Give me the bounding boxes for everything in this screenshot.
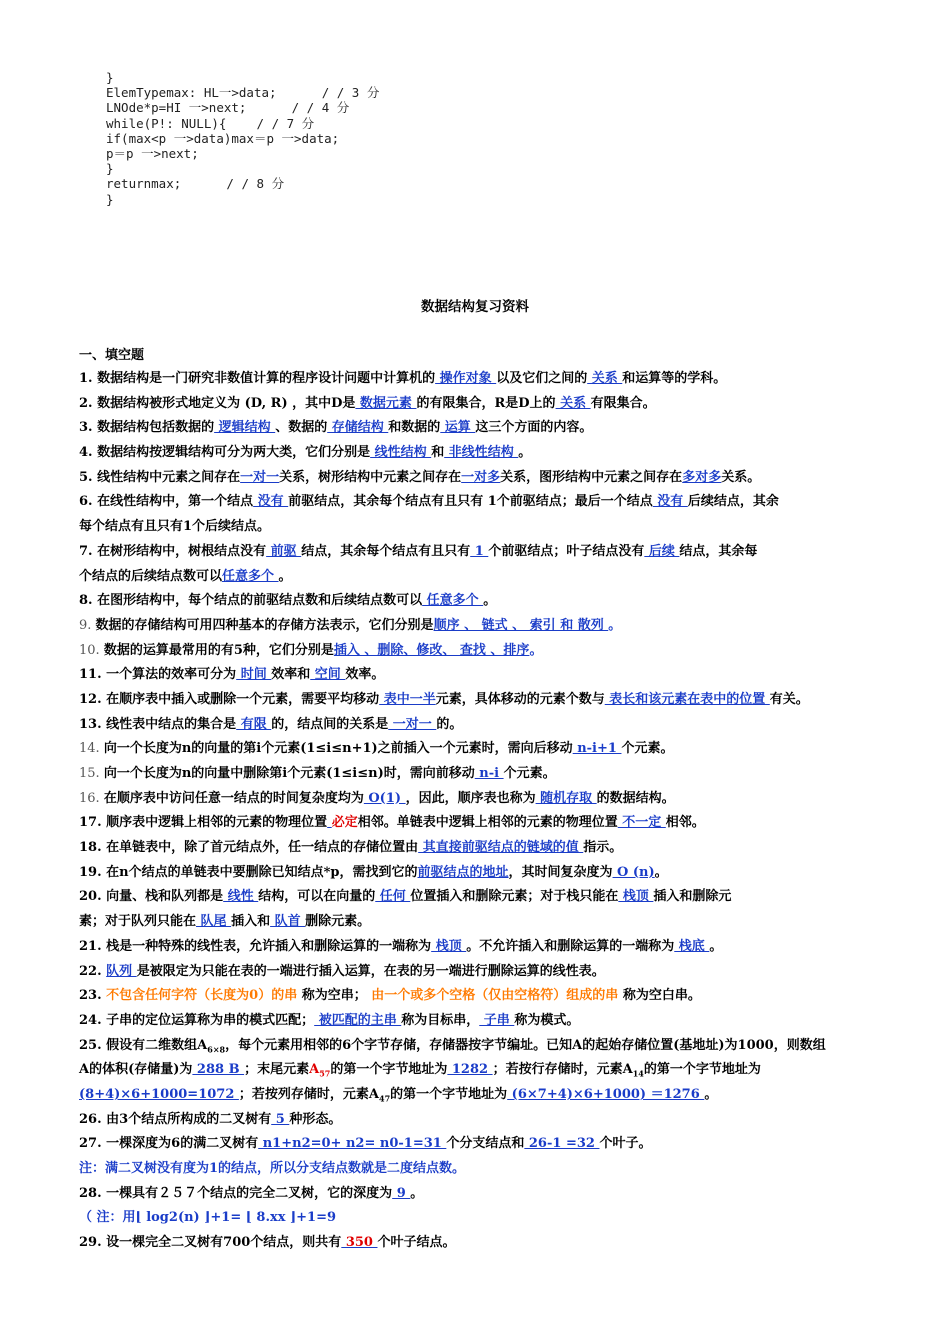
code-block xyxy=(106,70,379,207)
question-text: 假设有二维数组A xyxy=(106,1037,208,1053)
answer-blank: 栈顶 xyxy=(431,938,467,954)
question-text: 相邻。 xyxy=(665,815,705,831)
question-line xyxy=(79,1206,887,1231)
question-text: 数据的存储结构可用四种基本的存储方法表示，它们分别是 xyxy=(95,617,434,633)
answer-blank: 任何 xyxy=(375,889,411,905)
question-text: 的，结点间的关系是 xyxy=(271,716,389,732)
question-line xyxy=(79,1108,887,1133)
question-text: 个元素。 xyxy=(503,766,556,781)
question-text: ；若按行存储时，元素A xyxy=(492,1062,633,1078)
answer-blank: 1282 xyxy=(447,1062,493,1078)
answer-blank: 有限 xyxy=(236,716,272,732)
question-text: ；若按列存储时，元素A xyxy=(238,1086,379,1102)
question-text: 的有限集合，R是D上的 xyxy=(416,395,556,411)
question-text: 5. xyxy=(79,469,98,485)
answer-blank: n-i+1 xyxy=(572,741,622,757)
question-text: 子串的定位运算称为串的模式匹配； xyxy=(106,1012,315,1028)
answer-blank: 队列 xyxy=(106,963,137,979)
question-text: 。 xyxy=(654,864,668,880)
question-text: 14. xyxy=(79,741,104,757)
question-text: 。 xyxy=(410,1185,424,1201)
question-text: 在图形结构中，每个结点的前驱结点数和后续结点数可以 xyxy=(97,593,423,609)
section-heading: 一、填空题 xyxy=(79,348,145,363)
question-text: 个叶子。 xyxy=(599,1136,652,1152)
question-text: ，每个元素用相邻的6个字节存储，存储器按字节编址。已知A的起始存储位置(基地址)为1000，则数组 xyxy=(225,1037,826,1053)
answer-blank: 空间 xyxy=(310,667,346,683)
question-line xyxy=(79,960,887,985)
question-text: 6×8 xyxy=(207,1044,226,1055)
code-line: if(max<p 一>data)max＝p 一>data; xyxy=(106,130,340,146)
answer-blank: 线性结构 xyxy=(370,445,432,461)
question-text: A的体积(存储量)为 xyxy=(79,1062,193,1078)
question-text: 在顺序表中访问任意一结点的时间复杂度均为 xyxy=(103,790,364,806)
question-text: 。 xyxy=(278,568,292,584)
answer-blank: 栈底 xyxy=(674,938,710,954)
code-line: } xyxy=(106,191,114,207)
question-text: 素；对于队列只能在 xyxy=(79,914,197,930)
answer-blank: 9 xyxy=(392,1185,411,1201)
question-text: 数据的运算最常用的有5种，它们分别是 xyxy=(103,642,334,658)
answer-blank: 随机存取 xyxy=(535,790,597,806)
answer-blank: 被匹配的主串 xyxy=(314,1012,402,1028)
answer-blank: 关系 xyxy=(587,371,623,386)
answer-blank: 存储结构 xyxy=(327,420,389,436)
answer-blank: 5 xyxy=(271,1111,290,1127)
question-line xyxy=(79,416,887,441)
answer-blank: 运算 xyxy=(440,420,476,436)
question-text: 一棵深度为6的满二叉树有 xyxy=(106,1136,259,1152)
answer-blank: 不一定 xyxy=(617,815,666,831)
question-text: 称为模式。 xyxy=(514,1012,580,1028)
question-text: 栈是一种特殊的线性表，允许插入和删除运算的一端称为 xyxy=(106,938,432,954)
answer-blank: 没有 xyxy=(253,494,289,510)
question-text: 的第一个字节地址为 xyxy=(390,1086,508,1102)
question-text: 9. xyxy=(79,617,96,633)
question-text: 29. xyxy=(79,1235,107,1251)
question-line xyxy=(79,984,887,1009)
answer-blank: 队首 xyxy=(270,914,306,930)
question-line xyxy=(79,441,887,466)
question-text: 元素，具体移动的元素个数与 xyxy=(435,691,605,707)
question-text: 必定 xyxy=(331,815,358,831)
question-text: 效率和 xyxy=(271,667,311,683)
question-text: 顺序表中逻辑上相邻的元素的物理位置 xyxy=(106,815,328,831)
question-line xyxy=(79,811,887,836)
question-text: 种形态。 xyxy=(289,1111,342,1127)
question-text: 称为空串； xyxy=(301,988,367,1004)
question-line xyxy=(79,762,887,787)
question-line xyxy=(79,787,887,812)
question-line xyxy=(79,910,887,935)
question-text: 19. xyxy=(79,864,107,880)
answer-blank: 1 xyxy=(470,543,489,559)
answer-blank: O(1) xyxy=(363,790,406,806)
code-line: ElemTypemax: HL一>data; / / 3 分 xyxy=(106,85,380,101)
page-title: 数据结构复习资料 xyxy=(421,299,529,315)
question-text: 和 xyxy=(431,445,445,461)
answer-blank: 插入 、删除、修改、 查找 、排序 xyxy=(333,642,530,658)
answer-blank: n-i xyxy=(474,766,504,781)
answer-blank: 操作对象 xyxy=(435,371,497,386)
question-text: 。不允许插入和删除运算的一端称为 xyxy=(466,938,675,954)
question-text: 27. xyxy=(79,1136,107,1152)
question-line xyxy=(79,1157,887,1182)
question-text: 23. xyxy=(79,988,107,1004)
answer-blank: 任意多个 xyxy=(422,593,484,609)
question-text: 线性表中结点的集合是 xyxy=(106,716,237,732)
question-text: 21. xyxy=(79,938,107,954)
question-text: 25. xyxy=(79,1037,107,1053)
question-text: 前驱结点，其余每个结点有且只有 1个前驱结点；最后一个结点 xyxy=(288,494,653,510)
question-text: 不包含任何字符（长度为0）的串 xyxy=(106,988,302,1004)
question-text: 数据结构包括数据的 xyxy=(97,420,215,436)
question-text: 结构，可以在向量的 xyxy=(258,889,376,905)
question-text: 数据结构按逻辑结构可分为两大类，它们分别是 xyxy=(97,445,371,461)
answer-blank: 前驱 xyxy=(266,543,302,559)
question-text: 。 xyxy=(608,617,622,633)
question-line xyxy=(79,515,887,540)
question-text: 的第一个字节地址为 xyxy=(643,1062,761,1078)
question-text: 11. xyxy=(79,667,107,683)
question-text: 个叶子结点。 xyxy=(377,1235,456,1251)
question-line xyxy=(79,1009,887,1034)
code-line: } xyxy=(106,161,114,177)
answer-blank: (6×7+4)×6+1000) ＝1276 xyxy=(507,1086,705,1102)
answer-blank: 前驱结点的地址 xyxy=(417,864,509,880)
code-line: p＝p 一>next; xyxy=(106,146,199,162)
question-text: 。 xyxy=(709,938,723,954)
question-text: （ 注：用⌊ log2(n) ⌋+1= ⌊ 8.xx ⌋+1=9 xyxy=(79,1210,337,1226)
question-text: 关系，图形结构中元素之间存在 xyxy=(500,469,683,485)
question-text: 有关。 xyxy=(769,691,809,707)
question-text: 12. xyxy=(79,691,107,707)
question-text: 8. xyxy=(79,593,98,609)
question-line xyxy=(79,1083,887,1108)
code-line: returnmax; / / 8 分 xyxy=(106,176,285,192)
question-text: 14 xyxy=(632,1068,644,1079)
question-text: 24. xyxy=(79,1012,107,1028)
question-text: 13. xyxy=(79,716,107,732)
question-text: 的数据结构。 xyxy=(596,790,675,806)
question-text: 一个算法的效率可分为 xyxy=(106,667,237,683)
question-line xyxy=(79,540,887,565)
answer-blank: 一对多 xyxy=(461,469,501,485)
question-line xyxy=(79,688,887,713)
answer-blank: 一对一 xyxy=(240,469,280,485)
answer-blank: 逻辑结构 xyxy=(214,420,276,436)
question-line xyxy=(79,466,887,491)
question-line xyxy=(79,1182,887,1207)
answer-blank: 栈顶 xyxy=(618,889,654,905)
question-text: 每个结点有且只有1个后续结点。 xyxy=(79,519,271,535)
question-text: ；末尾元素 xyxy=(244,1062,310,1078)
answer-blank: 表中一半 xyxy=(379,691,436,707)
question-text: 。 xyxy=(483,593,497,609)
question-text: 后续结点，其余 xyxy=(687,494,779,510)
question-text: 。 xyxy=(704,1086,718,1102)
answer-blank: 多对多 xyxy=(682,469,722,485)
question-text: 位置插入和删除元素；对于栈只能在 xyxy=(410,889,619,905)
question-text: 线性结构中元素之间存在 xyxy=(97,469,241,485)
question-text: 相邻。单链表中逻辑上相邻的元素的物理位置 xyxy=(357,815,618,831)
question-text: ，其时间复杂度为 xyxy=(508,864,613,880)
question-text: 关系，树形结构中元素之间存在 xyxy=(279,469,462,485)
question-text: 1. xyxy=(79,371,98,386)
question-text: 在顺序表中插入或删除一个元素，需要平均移动 xyxy=(106,691,380,707)
question-list xyxy=(79,367,887,1256)
answer-blank: 没有 xyxy=(652,494,688,510)
answer-blank: 350 xyxy=(341,1235,378,1251)
question-text: 关系。 xyxy=(721,469,761,485)
question-text: 的。 xyxy=(436,716,463,732)
answer-blank: 数据元素 xyxy=(355,395,417,411)
question-line xyxy=(79,367,887,392)
answer-blank: 队尾 xyxy=(196,914,232,930)
code-line: } xyxy=(106,70,114,85)
question-line xyxy=(79,713,887,738)
question-text: 插入和 xyxy=(231,914,271,930)
question-line xyxy=(79,589,887,614)
question-text: 一棵具有２５７个结点的完全二叉树，它的深度为 xyxy=(106,1185,393,1201)
answer-blank: 表长和该元素在表中的位置 xyxy=(604,691,770,707)
code-line: while(P!: NULL){ / / 7 分 xyxy=(106,115,315,131)
question-line xyxy=(79,737,887,762)
answer-blank: O (n) xyxy=(612,864,655,880)
answer-blank: 26-1 =32 xyxy=(524,1136,600,1152)
question-text: 18. xyxy=(79,840,107,856)
question-line xyxy=(79,1231,887,1256)
answer-blank: 288 B xyxy=(192,1062,245,1078)
question-text: 在树形结构中，树根结点没有 xyxy=(97,543,267,559)
code-line: LNOde*p=HI 一>next; / / 4 分 xyxy=(106,100,350,116)
question-line xyxy=(79,663,887,688)
question-line xyxy=(79,861,887,886)
question-text: 6. xyxy=(79,494,98,510)
question-text: 向一个长度为n的向量中删除第i个元素(1≤i≤n)时，需向前移动 xyxy=(103,766,475,781)
question-text: 插入和删除元 xyxy=(653,889,732,905)
answer-blank: n1+n2=0+ n2= n0-1=31 xyxy=(258,1136,447,1152)
question-text: 在n个结点的单链表中要删除已知结点*p，需找到它的 xyxy=(106,864,418,880)
question-text: 删除元素。 xyxy=(305,914,371,930)
question-text: 。 xyxy=(518,445,532,461)
question-text: 有限集合。 xyxy=(590,395,656,411)
question-text: 设一棵完全二叉树有700个结点，则共有 xyxy=(106,1235,342,1251)
question-line xyxy=(79,639,887,664)
question-text: 个结点的后续结点数可以 xyxy=(79,568,223,584)
answer-blank: 后续 xyxy=(644,543,680,559)
question-text: 结点，其余每 xyxy=(679,543,758,559)
answer-blank: 时间 xyxy=(236,667,272,683)
answer-blank: 一对一 xyxy=(388,716,437,732)
question-text: 由3个结点所构成的二叉树有 xyxy=(106,1111,272,1127)
question-text: 结点，其余每个结点有且只有 xyxy=(301,543,471,559)
question-text: 称为目标串， xyxy=(401,1012,480,1028)
question-line xyxy=(79,1058,887,1083)
question-text: 16. xyxy=(79,790,104,806)
question-text: 57 xyxy=(319,1068,331,1079)
question-text: 以及它们之间的 xyxy=(496,371,588,386)
question-text: 向一个长度为n的向量的第i个元素(1≤i≤n+1)之前插入一个元素时，需向后移动 xyxy=(103,741,573,757)
question-line xyxy=(79,490,887,515)
question-text: 28. xyxy=(79,1185,107,1201)
question-line xyxy=(79,885,887,910)
question-text: 和运算等的学科。 xyxy=(622,371,727,386)
question-line xyxy=(79,836,887,861)
answer-blank: 其直接前驱结点的链域的值 xyxy=(418,840,584,856)
question-line xyxy=(79,614,887,639)
question-text: 注：满二叉树没有度为1的结点，所以分支结点数就是二度结点数。 xyxy=(79,1161,466,1176)
question-text: 和数据的 xyxy=(388,420,441,436)
question-text: 向量、栈和队列都是 xyxy=(106,889,224,905)
answer-blank: 非线性结构 xyxy=(444,445,519,461)
answer-blank: 线性 xyxy=(223,889,259,905)
answer-blank: 关系 xyxy=(555,395,591,411)
question-text: 数据结构被形式地定义为 (D, R) ，其中D是 xyxy=(97,395,356,411)
question-text: A xyxy=(309,1062,320,1078)
question-text: 17. xyxy=(79,815,107,831)
question-line xyxy=(79,935,887,960)
answer-blank: (8+4)×6+1000=1072 xyxy=(79,1086,239,1102)
question-text: 在单链表中，除了首元结点外，任一结点的存储位置由 xyxy=(106,840,419,856)
question-text: 个元素。 xyxy=(621,741,674,757)
question-text: 26. xyxy=(79,1111,107,1127)
question-text: ，因此，顺序表也称为 xyxy=(405,790,536,806)
question-text: 个分支结点和 xyxy=(446,1136,525,1152)
question-text: 3. xyxy=(79,420,98,436)
question-text: 4. xyxy=(79,445,98,461)
answer-blank: 顺序 、 链式 、 索引 和 散列 xyxy=(433,617,609,633)
question-line xyxy=(79,565,887,590)
question-text: 。 xyxy=(529,642,543,658)
question-text: 的第一个字节地址为 xyxy=(330,1062,448,1078)
question-line xyxy=(79,1034,887,1059)
question-line xyxy=(79,392,887,417)
question-text: 47 xyxy=(379,1093,391,1104)
question-text: 2. xyxy=(79,395,98,411)
question-text: 7. xyxy=(79,543,98,559)
question-text: 指示。 xyxy=(583,840,623,856)
question-text: 数据结构是一门研究非数值计算的程序设计问题中计算机的 xyxy=(97,371,436,386)
question-text: 个前驱结点；叶子结点没有 xyxy=(488,543,645,559)
question-text: 称为空白串。 xyxy=(622,988,701,1004)
question-text: 10. xyxy=(79,642,104,658)
answer-blank: 任意多个 xyxy=(222,568,279,584)
question-text: 20. xyxy=(79,889,107,905)
question-text: 这三个方面的内容。 xyxy=(475,420,593,436)
question-text: 15. xyxy=(79,766,104,781)
answer-blank: 子串 xyxy=(479,1012,515,1028)
question-line xyxy=(79,1132,887,1157)
question-text: 效率。 xyxy=(345,667,385,683)
question-text: 是被限定为只能在表的一端进行插入运算，在表的另一端进行删除运算的线性表。 xyxy=(136,963,605,979)
question-text: 、数据的 xyxy=(275,420,328,436)
question-text: 由一个或多个空格（仅由空格符）组成的串 xyxy=(366,988,623,1004)
question-text: 在线性结构中，第一个结点 xyxy=(97,494,254,510)
question-text: 22. xyxy=(79,963,107,979)
